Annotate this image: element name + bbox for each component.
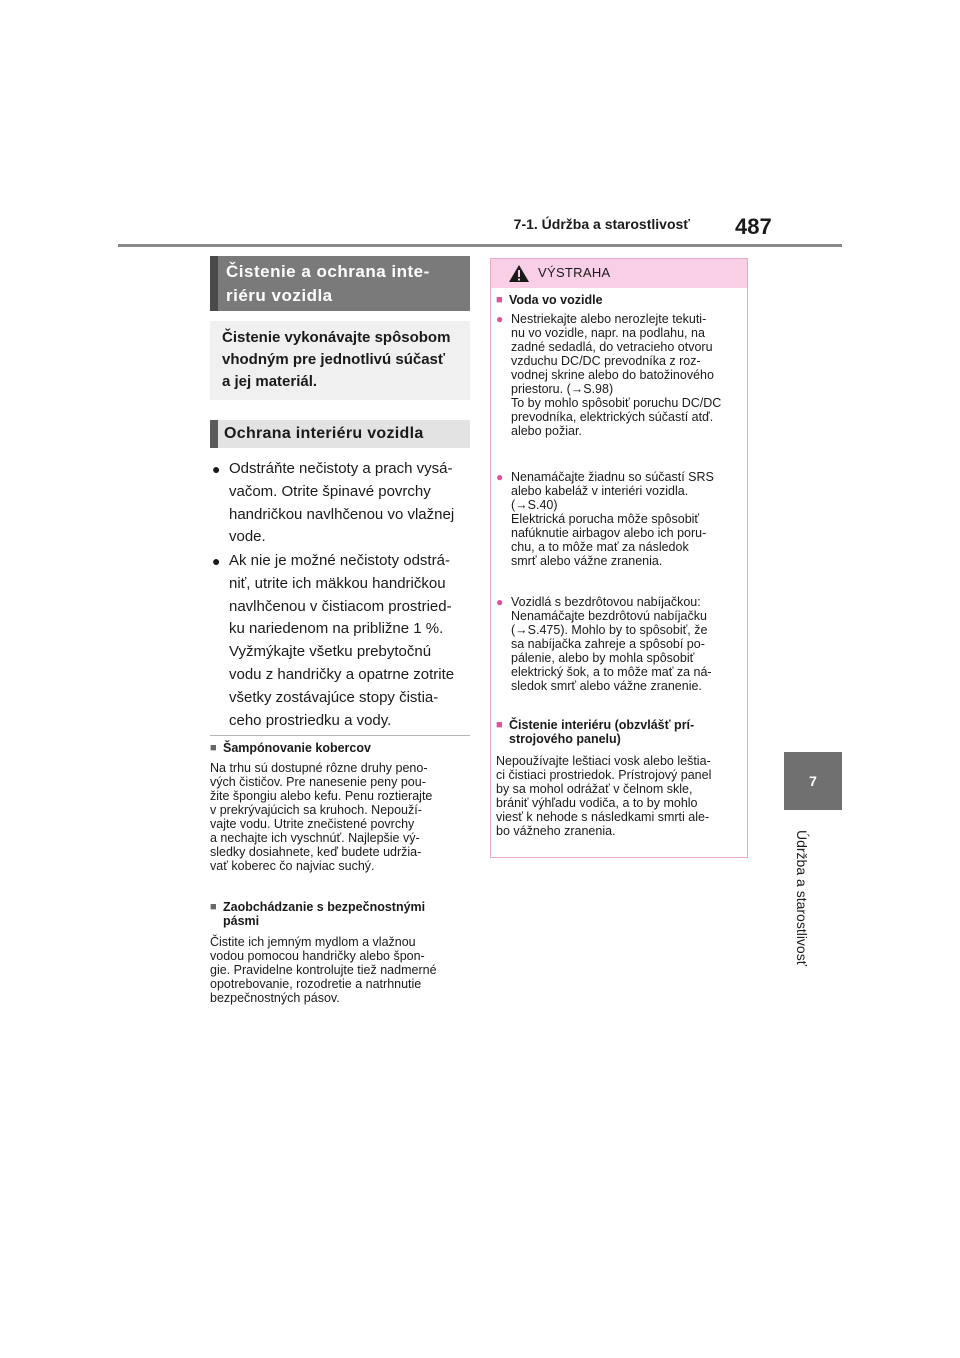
section-title-text: Čistenie a ochrana inte- riéru vozidla (226, 262, 430, 305)
section-header: 7-1. Údržba a starostlivosť (513, 216, 690, 232)
warning-triangle-icon (508, 264, 530, 283)
header-divider (118, 244, 842, 247)
subsection-title (210, 420, 470, 448)
chapter-tab: 7 (784, 752, 842, 810)
notes-divider (210, 735, 470, 736)
square-bullet-icon: ■ (210, 742, 217, 754)
square-bullet-icon: ■ (496, 719, 503, 731)
note-heading: ■ Šampónovanie kobercov (210, 741, 371, 755)
chapter-tab-label: Údržba a starostlivosť (794, 830, 810, 966)
note-body: Na trhu sú dostupné rôzne druhy peno- vých čističov. Pre nanesenie peny pou- žite špongiu alebo kefu. Penu roztierajte v prekrývajúcich sa kruhoch. Nepouží- vajte vodu. Utrite znečistené povrchy a nechajte ich vyschnúť. Najlepšie vý- sledky dosiahnete, keď budete udržia- vať koberec čo najviac suchý. (210, 761, 433, 873)
note-heading: ■ Zaobchádzanie s bezpečnostnými pásmi (210, 900, 426, 928)
warning-item: ● Nestriekajte alebo nerozlejte tekuti- nu vo vozidle, napr. na podlahu, na zadné sedadlá, do vetracieho otvoru vzduchu DC/DC prevodníka z roz- vodnej skrine alebo do batožinového priestoru. (→S.98) To by mohlo spôsobiť poruchu DC/DC prevodníka, elektrických súčastí atď. alebo požiar. (496, 312, 722, 438)
subsection-title-accent (210, 420, 218, 448)
section-title-accent (210, 256, 218, 311)
square-bullet-icon: ■ (210, 901, 217, 913)
warning-header (491, 259, 747, 288)
bullet-dot-icon: ● (212, 553, 221, 569)
bullet-dot-icon: ● (496, 312, 504, 326)
warning-group-heading: ■ Voda vo vozidle (496, 293, 603, 307)
warning-item: ● Nenamáčajte žiadnu so súčastí SRS alebo kabeláž v interiéri vozidla. (→S.40) Elektrická porucha môže spôsobiť nafúknutie airbagov alebo ich poru- chu, a to môže mať za následok smrť alebo vážne zranenia. (496, 470, 714, 568)
lead-box (210, 321, 470, 400)
note-body: Čistite ich jemným mydlom a vlažnou vodou pomocou handričky alebo špon- gie. Pravidelne kontrolujte tiež nadmerné opotrebovanie, rozodretie a natrhnutie bezpečnostných pásov. (210, 935, 437, 1005)
bullet-item: ● Odstráňte nečistoty a prach vysá- vačom. Otrite špinavé povrchy handričkou navlhčenou vo vlažnej vode. (212, 460, 455, 546)
square-bullet-icon: ■ (496, 294, 503, 306)
bullet-dot-icon: ● (496, 595, 504, 609)
bullet-dot-icon: ● (212, 461, 221, 477)
subsection-title-text: Ochrana interiéru vozidla (224, 425, 424, 442)
warning-box (490, 258, 748, 858)
warning-title: VÝSTRAHA (538, 265, 611, 280)
warning-paragraph: Nepoužívajte leštiaci vosk alebo leštia- ci čistiaci prostriedok. Prístrojový panel by sa mohol odrážať v čelnom skle, brániť výhľadu vodiča, a to by mohlo viesť k nehode s následkami smrti ale- bo vážneho zranenia. (496, 754, 712, 838)
bullet-dot-icon: ● (496, 470, 504, 484)
warning-group-heading: ■ Čistenie interiéru (obzvlášť prí- strojového panelu) (496, 718, 695, 746)
bullet-item: ● Ak nie je možné nečistoty odstrá- niť, utrite ich mäkkou handričkou navlhčenou v čistiacom prostried- ku nariedenom na približne 1 %. Vyžmýkajte všetku prebytočnú vodu z handričky a opatrne zotrite všetky zostávajúce stopy čistia- ceho prostriedku a vody. (212, 552, 455, 729)
lead-text: Čistenie vykonávajte spôsobom vhodným pre jednotlivú súčasť a jej materiál. (222, 329, 451, 390)
page-number: 487 (735, 214, 772, 239)
warning-item: ● Vozidlá s bezdrôtovou nabíjačkou: Nenamáčajte bezdrôtovú nabíjačku (→S.475). Mohlo by to spôsobiť, že sa nabíjačka zahreje a spôsobí po- pálenie, alebo by mohla spôsobiť elektrický šok, a to môže mať za ná- sledok smrť alebo vážne zranenie. (496, 595, 712, 693)
section-title (210, 256, 470, 311)
